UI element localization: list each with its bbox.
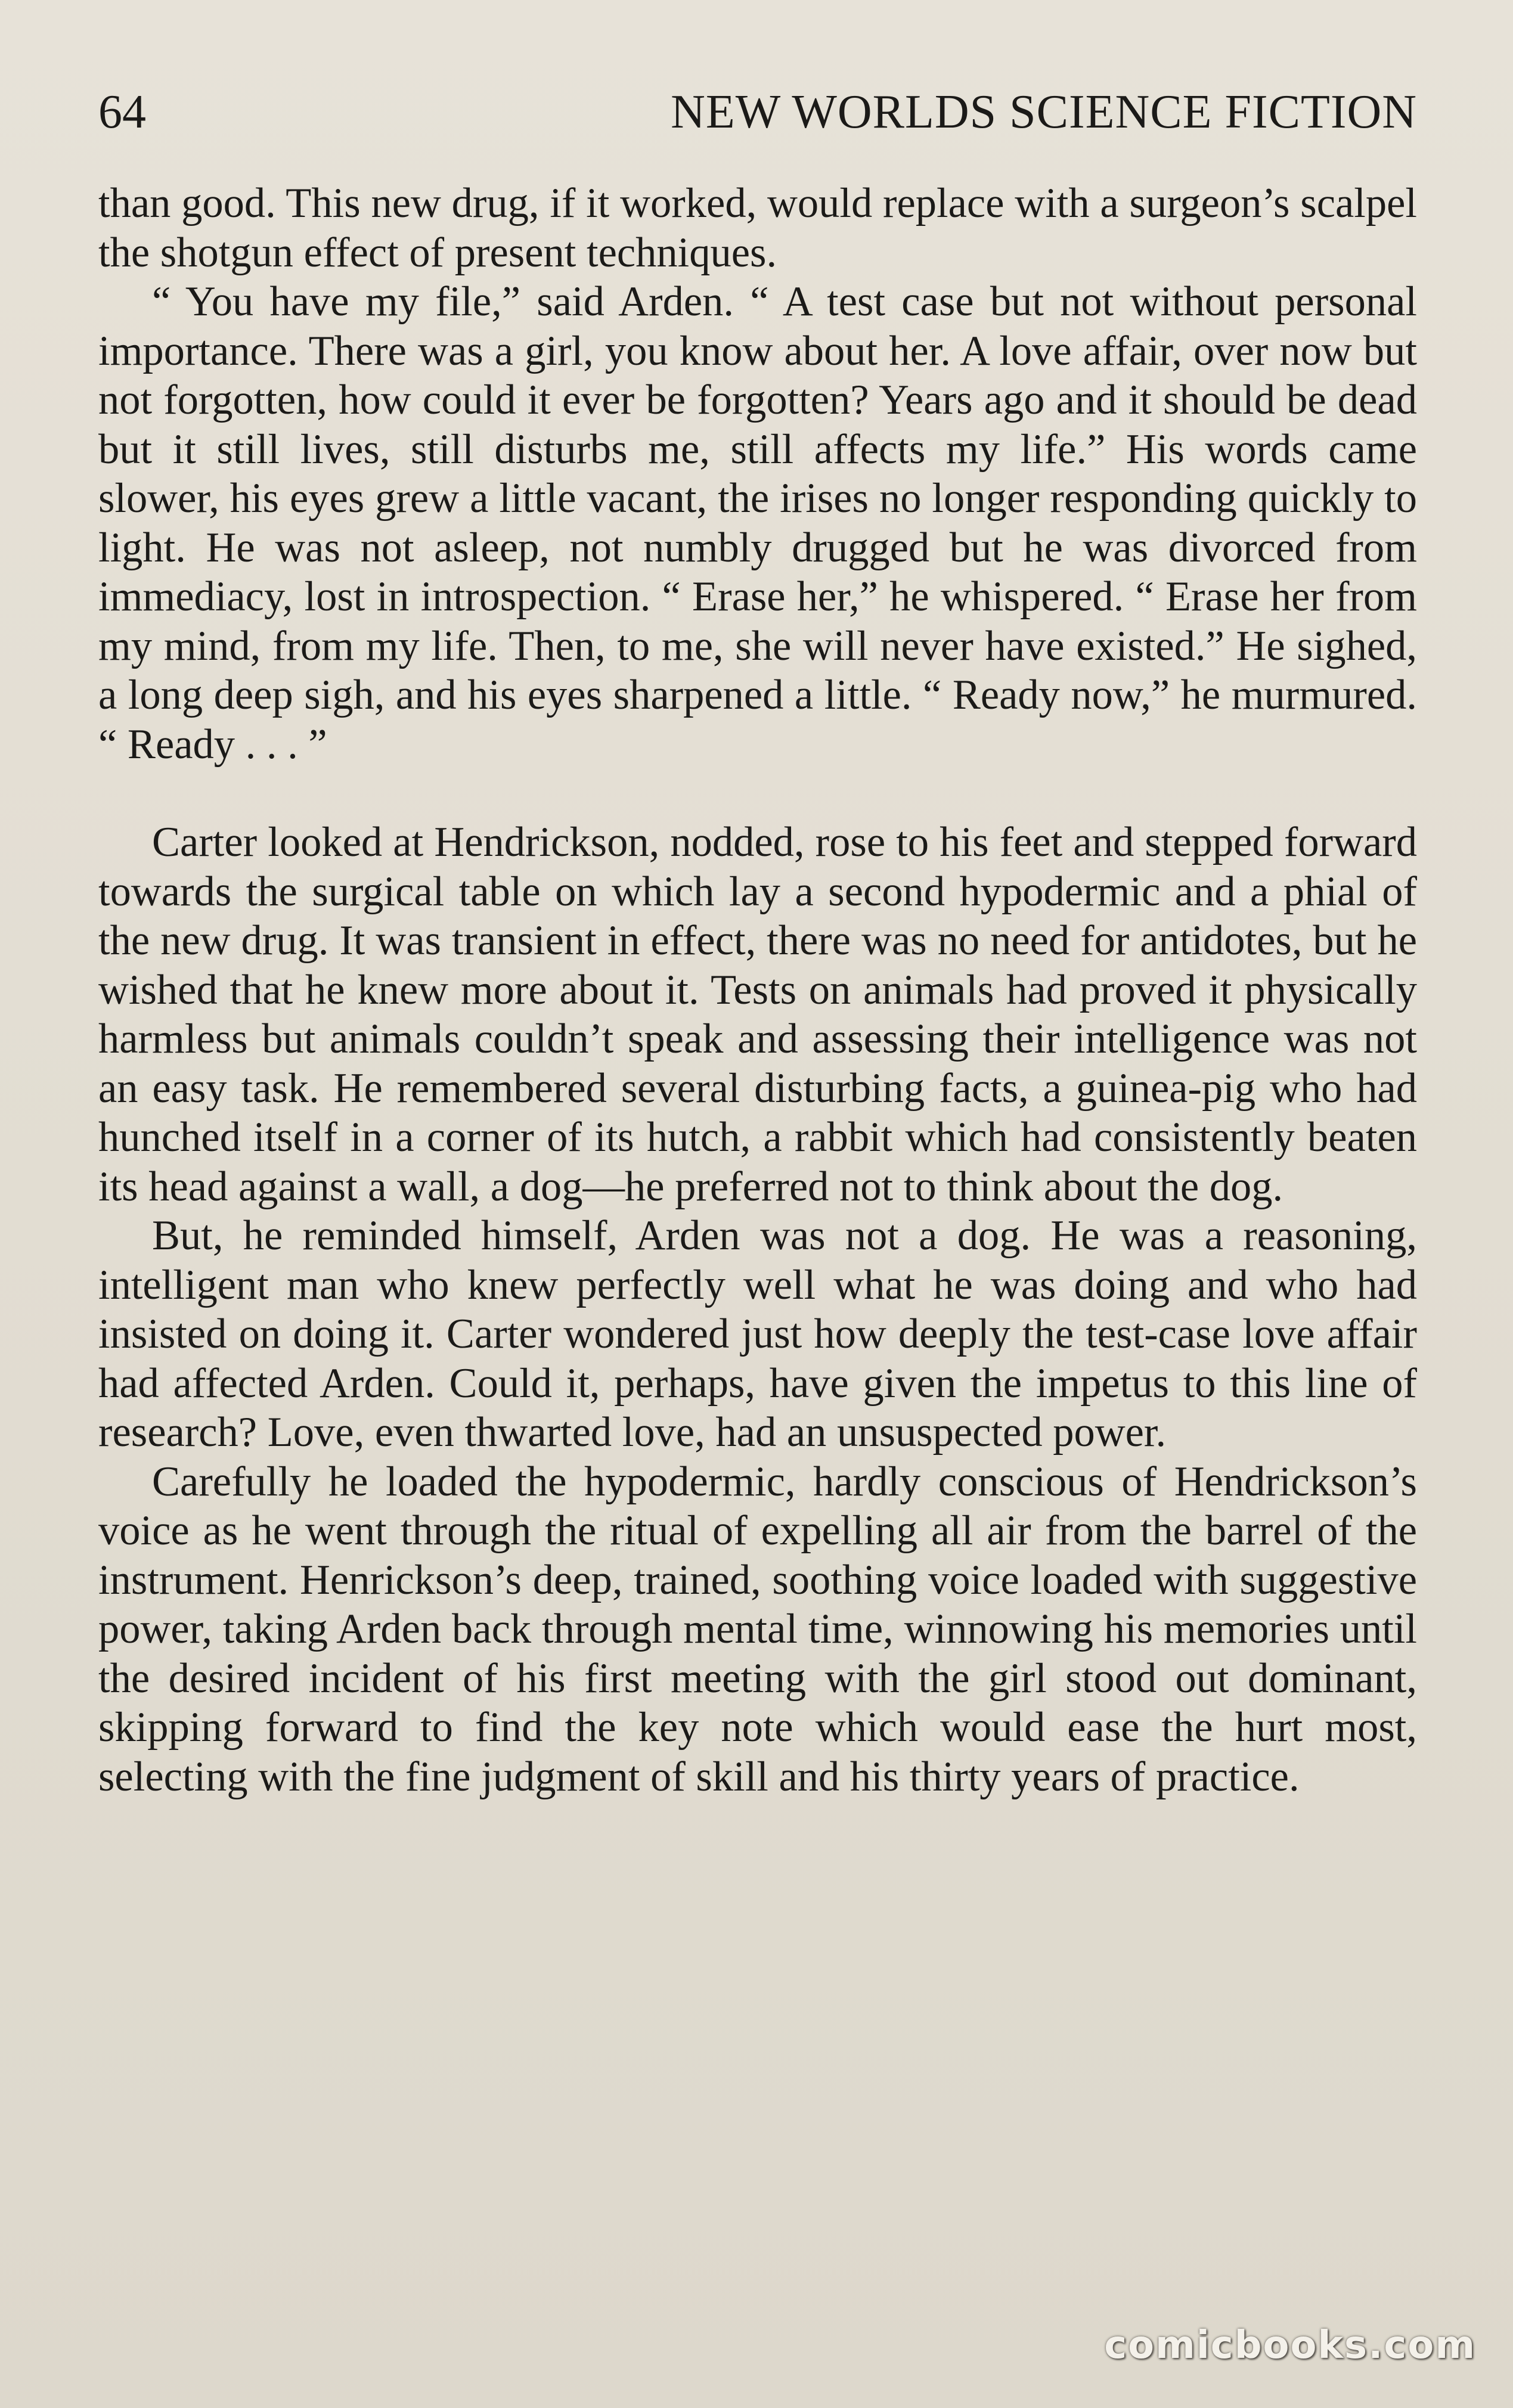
paragraph-continuation: than good. This new drug, if it worked, would replace with a surgeon’s scalpel the shotgun effect of present techniques.	[98, 180, 1417, 276]
page-header	[98, 82, 1417, 142]
watermark: comicbooks.com	[1104, 2323, 1476, 2367]
page-number: 64	[98, 86, 146, 138]
paragraph-arden-not-a-dog: But, he reminded himself, Arden was not a dog. He was a reasoning, intelligent man who knew perfectly well what he was doing and who had insisted on doing it. Carter wondered just how deeply the test-case love affair had affected Arden. Could it, perhaps, have given the impetus to this line of research? Love, even thwarted love, had an unsuspected power.	[98, 1212, 1417, 1456]
paragraph-carter-steps-forward: Carter looked at Hendrickson, nodded, rose to his feet and stepped forward towards the surgical table on which lay a second hypodermic and a phial of the new drug. It was transient in effect, there was no need for antidotes, but he wished that he knew more about it. Tests on animals had proved it physically harmless but animals couldn’t speak and assessing their intelligence was not an easy task. He remembered several disturbing facts, a guinea-pig who had hunched itself in a corner of its hutch, a rabbit which had consistently beaten its head against a wall, a dog—he preferred not to think about the dog.	[98, 819, 1417, 1210]
story-text	[98, 179, 1417, 1801]
running-title: NEW WORLDS SCIENCE FICTION	[671, 86, 1417, 138]
paragraph-loading-hypodermic: Carefully he loaded the hypodermic, hardly conscious of Hendrickson’s voice as he went through the ritual of expelling all air from the barrel of the instrument. Henrickson’s deep, trained, soothing voice loaded with suggestive power, taking Arden back through mental time, winnowing his memories until the desired incident of his first meeting with the girl stood out dominant, skipping forward to find the key note which would ease the hurt most, selecting with the fine judgment of skill and his thirty years of practice.	[98, 1458, 1417, 1800]
paragraph-arden-dialogue: “ You have my file,” said Arden. “ A test case but not without personal importance. There was a girl, you know about her. A love affair, over now but not forgotten, how could it ever be forgotten? Years ago and it should be dead but it still lives, still disturbs me, still affects my life.” His words came slower, his eyes grew a little vacant, the irises no longer responding quickly to light. He was not asleep, not numbly drugged but he was divorced from immediacy, lost in introspection. “ Erase her,” he whispered. “ Erase her from my mind, from my life. Then, to me, she will never have existed.” He sighed, a long deep sigh, and his eyes sharpened a little. “ Ready now,” he murmured. “ Ready . . . ”	[98, 278, 1417, 768]
